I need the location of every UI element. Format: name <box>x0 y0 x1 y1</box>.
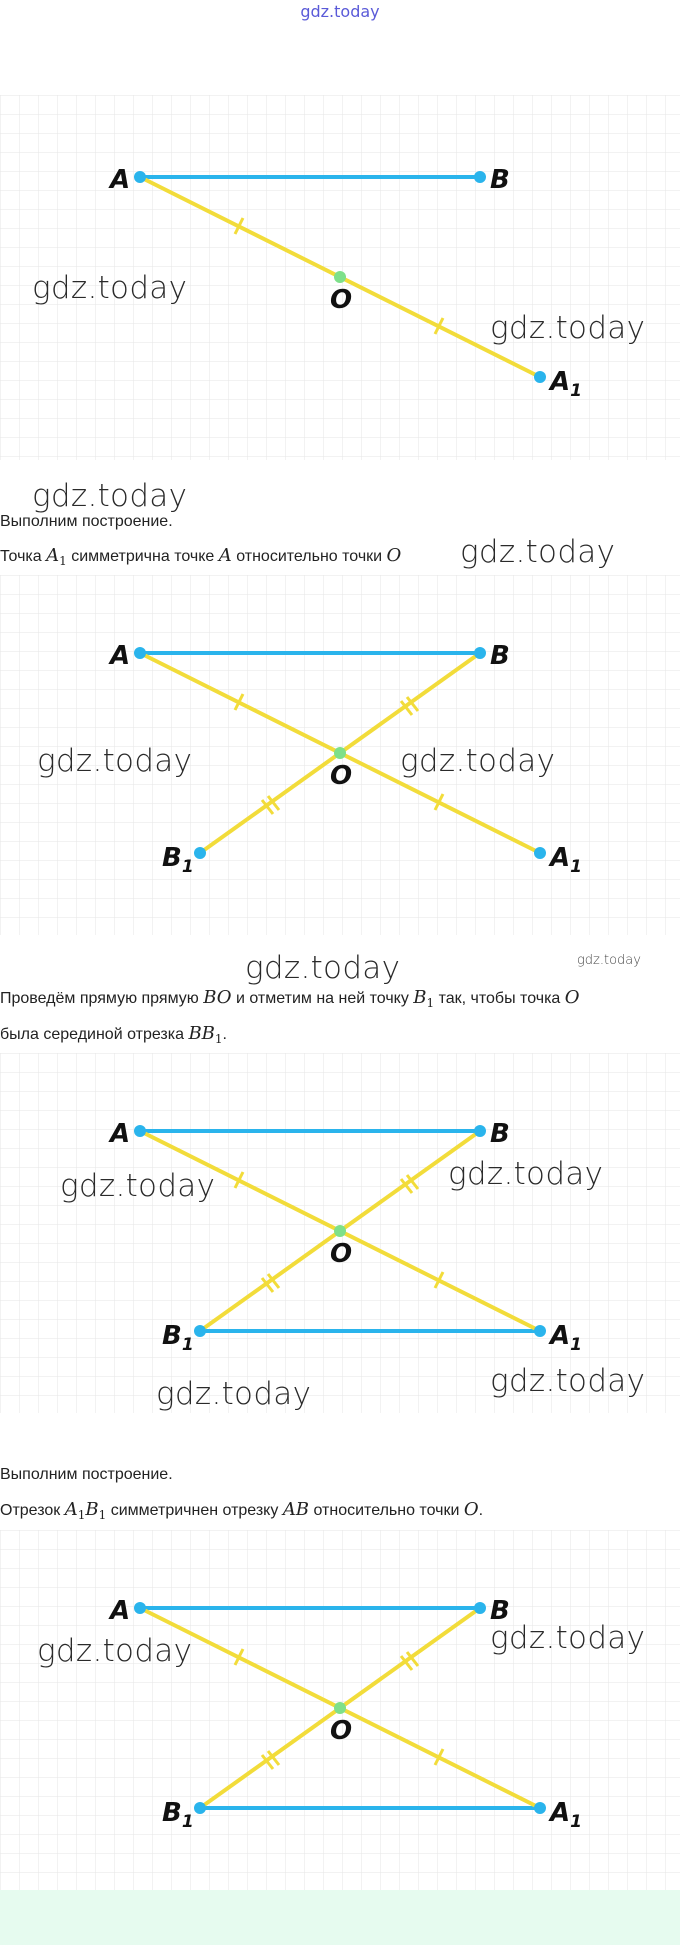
point-b <box>474 1125 486 1137</box>
point-o <box>334 747 346 759</box>
watermark: gdz.today <box>490 310 646 346</box>
point-a <box>134 647 146 659</box>
point-a1 <box>534 847 546 859</box>
text-point-symmetric: Точка $A_1$ симметрична точке A относительно точки O <box>0 545 402 569</box>
watermark: gdz.today <box>245 950 401 986</box>
point-b <box>474 171 486 183</box>
label-a: A <box>110 641 131 671</box>
label-a1: $A_1$ <box>550 1321 582 1355</box>
site-link[interactable]: gdz.today <box>300 2 380 21</box>
point-b1 <box>194 1325 206 1337</box>
label-a1: $A_1$ <box>550 367 582 401</box>
label-a1: $A_1$ <box>550 843 582 877</box>
watermark: gdz.today <box>490 1620 646 1656</box>
point-a1 <box>534 371 546 383</box>
watermark: gdz.today <box>60 1168 216 1204</box>
point-b <box>474 647 486 659</box>
label-b: B <box>490 165 510 195</box>
watermark: gdz.today <box>400 743 556 779</box>
point-o <box>334 1702 346 1714</box>
label-a: A <box>110 1596 131 1626</box>
text-midpoint: была серединой отрезка $BB_1$. <box>0 1023 227 1047</box>
label-b: B <box>490 1596 510 1626</box>
label-o: O <box>330 1239 353 1269</box>
text-build-2: Выполним построение. <box>0 1466 173 1483</box>
bottom-banner <box>0 1890 680 1945</box>
label-a: A <box>110 1119 131 1149</box>
text-build-1: Выполним построение. <box>0 513 173 530</box>
figure-3 <box>0 1053 680 1413</box>
point-a <box>134 171 146 183</box>
watermark: gdz.today <box>32 270 188 306</box>
watermark: gdz.today <box>448 1156 604 1192</box>
point-a <box>134 1602 146 1614</box>
point-b1 <box>194 1802 206 1814</box>
label-a1: $A_1$ <box>550 1798 582 1832</box>
point-a1 <box>534 1802 546 1814</box>
watermark: gdz.today <box>490 1363 646 1399</box>
label-b: B <box>490 641 510 671</box>
label-b1: $B_1$ <box>162 843 194 877</box>
point-o <box>334 271 346 283</box>
label-b: B <box>490 1119 510 1149</box>
label-b1: $B_1$ <box>162 1321 194 1355</box>
label-o: O <box>330 285 353 315</box>
label-b1: $B_1$ <box>162 1798 194 1832</box>
point-b <box>474 1602 486 1614</box>
watermark: gdz.today <box>577 953 641 968</box>
point-b1 <box>194 847 206 859</box>
watermark: gdz.today <box>156 1376 312 1412</box>
point-a1 <box>534 1325 546 1337</box>
text-draw-line: Проведём прямую прямую BO и отметим на ней точку $B_1$ так, чтобы точка O <box>0 987 580 1011</box>
label-o: O <box>330 1716 353 1746</box>
label-o: O <box>330 761 353 791</box>
label-a: A <box>110 165 131 195</box>
watermark: gdz.today <box>37 743 193 779</box>
watermark: gdz.today <box>32 478 188 514</box>
point-a <box>134 1125 146 1137</box>
watermark: gdz.today <box>460 534 616 570</box>
point-o <box>334 1225 346 1237</box>
watermark: gdz.today <box>37 1633 193 1669</box>
text-segment-symmetric: Отрезок $A_1B_1$ симметричнен отрезку AB относительно точки O. <box>0 1499 484 1523</box>
figure-4 <box>0 1530 680 1890</box>
